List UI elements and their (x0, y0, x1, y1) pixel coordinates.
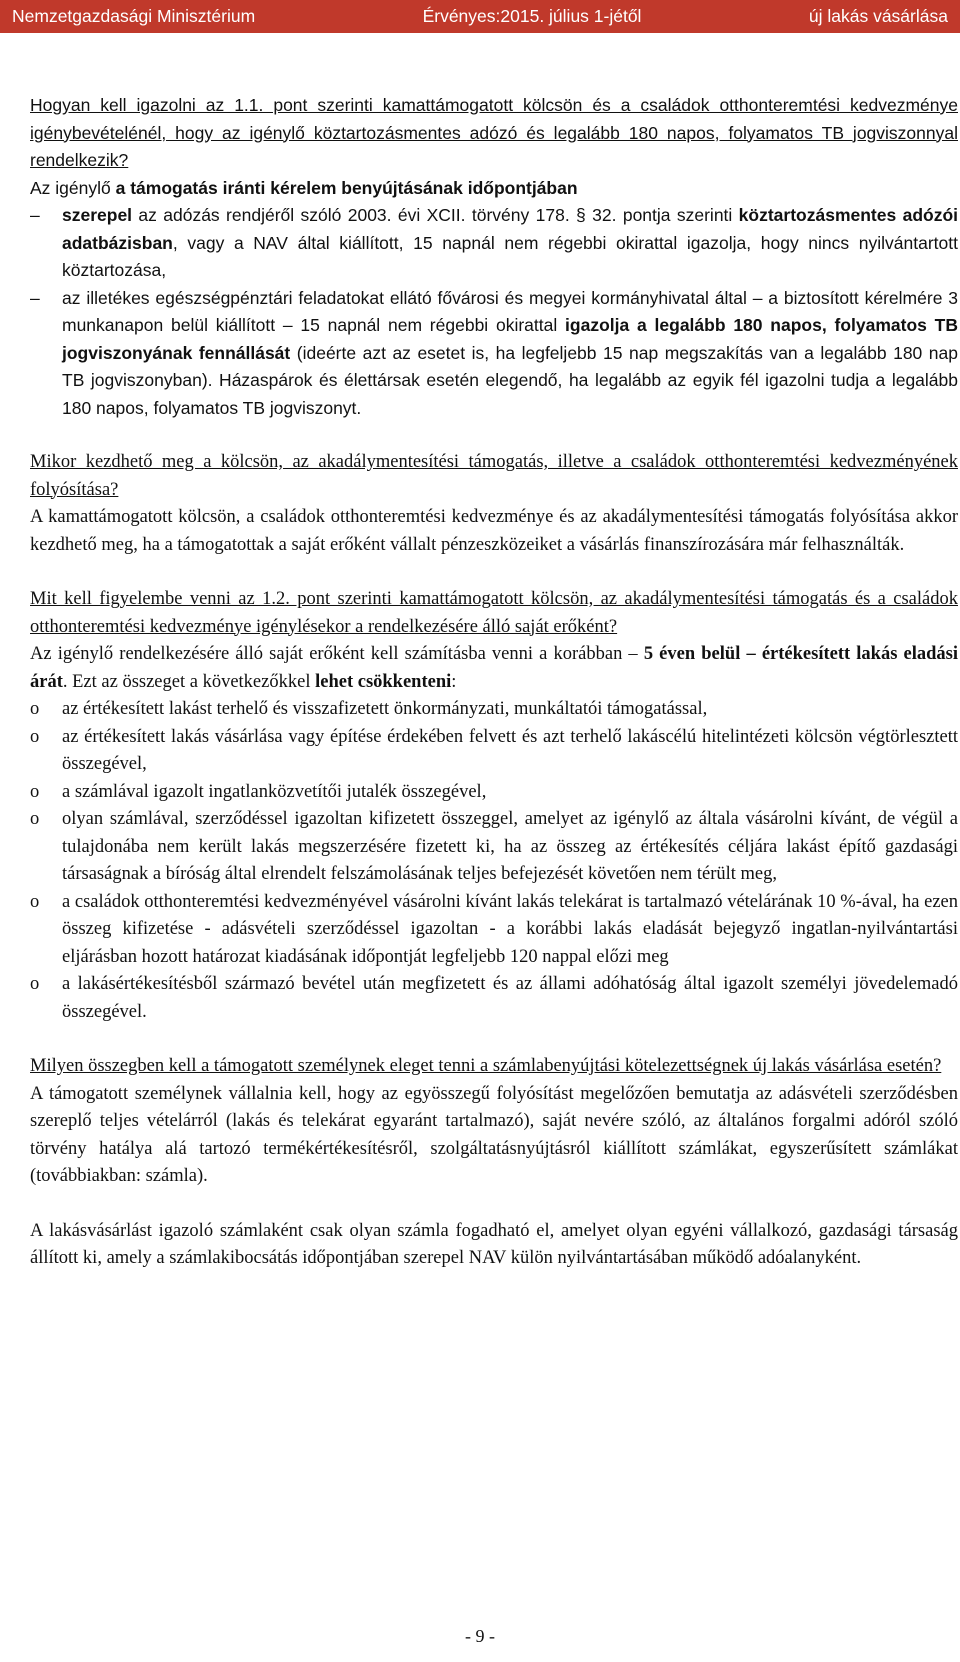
list-item (30, 806, 958, 889)
s1-b1-bold-a: szerepel (62, 205, 133, 225)
s3-intro-a: Az igénylő rendelkezésére álló saját erőként kell számításba venni a korábban – (30, 644, 644, 664)
list-item-text: a lakásértékesítésből származó bevétel után megfizetett és az állami adóhatóság által igazolt személyi jövedelemadó összegével. (62, 974, 958, 1022)
answer-2: A kamattámogatott kölcsön, a családok otthonteremtési kedvezménye és az akadálymentesítési támogatás folyósítása akkor kezdhető meg, ha a támogatottak a saját erőként vállalt pénzeszközeiket a vásárlás finanszírozására már felhasználták. (30, 507, 958, 555)
s1-b1-text-d: , vagy a NAV által kiállított, 15 napnál nem régebbi okirattal igazolja, hogy nincs nyilvántartott köztartozása, (62, 232, 958, 280)
page-number: - 9 - (465, 1626, 495, 1646)
s1-bullet-2-text (62, 285, 958, 423)
s3-intro-bold-b: 5 éven belül – értékesített lakás eladási árát (30, 644, 958, 692)
answer-4-paragraph-1: A támogatott személynek vállalnia kell, hogy az egyösszegű folyósítást megelőzően bemutatja az adásvételi szerződésben szereplő teljes vételárról (lakás és telekárat egyaránt tartalmazó), saját nevére szóló, az általános forgalmi adóról szóló törvény hatálya alá tartozó termékértékesítésről, szolgáltatásnyújtásról kiállított számlákat, egyszerűsített számlákat (továbbiakban: számla). (30, 1083, 958, 1186)
list-item (30, 889, 958, 972)
s1-intro-bold: a támogatás iránti kérelem benyújtásának időpontjában (115, 177, 578, 198)
circle-bullet-icon: o (30, 891, 40, 912)
question-4: Milyen összegben kell a támogatott személynek eleget tenni a számlabenyújtási kötelezettségnek új lakás vásárlása esetén? (30, 1056, 942, 1076)
s1-bullet-1 (30, 202, 958, 285)
circle-bullet-icon: o (30, 781, 40, 802)
question-3: Mit kell figyelembe venni az 1.2. pont szerinti kamattámogatott kölcsön, az akadálymentesítési támogatás és a családok otthonteremtési kedvezménye igénylésekor a rendelkezésére álló saját erőként? (30, 589, 958, 637)
s3-intro-e: : (451, 671, 457, 692)
circle-bullet-icon: o (30, 699, 40, 719)
circle-bullet-icon: o (30, 809, 40, 829)
s1-intro (30, 175, 958, 203)
dash-marker: – (30, 205, 40, 225)
dash-marker: – (30, 287, 40, 308)
s1-b2-text-c: (ideérte azt az esetet is, ha legfeljebb 15 nap megszakítás van a legalább 180 nap TB jogviszonyban). Házaspárok és élettársak esetén elegendő, ha legalább az egyik fél igazolni tudja a legalább 180 napos, folyamatos TB jogviszonyt. (62, 342, 958, 418)
s3-intro-bold-d: lehet csökkenteni (315, 671, 452, 692)
document-header (0, 0, 960, 33)
list-item-text: olyan számlával, szerződéssel igazoltan kifizetett összeggel, amelyet az igénylő az általa vásárolni kívánt, de végül a tulajdonába nem került lakás megszerzésére fizetett ki, ha az összeg az értékesítés céljára lakást építő gazdasági társaságnak a bíróság által elrendelt felszámolásának teljes befejezését követően nem térült meg, (62, 809, 958, 884)
list-item (30, 971, 958, 1026)
question-2: Mikor kezdhető meg a kölcsön, az akadálymentesítési támogatás, illetve a családok otthonteremtési kedvezményének folyósítása? (30, 452, 958, 500)
circle-bullet-icon: o (30, 974, 40, 994)
list-item (30, 724, 958, 779)
circle-bullet-icon: o (30, 726, 40, 747)
s1-b1-text-b: az adózás rendjéről szóló 2003. évi XCII. törvény 178. § 32. pontja szerinti (132, 205, 739, 225)
list-item (30, 779, 958, 807)
s3-intro (30, 641, 958, 696)
list-item-text: az értékesített lakást terhelő és visszafizetett önkormányzati, munkáltatói támogatással, (62, 699, 708, 719)
question-1: Hogyan kell igazolni az 1.1. pont szerinti kamattámogatott kölcsön és a családok otthonteremtési kedvezménye igénybevételénél, hogy az igénylő köztartozásmentes adózó és legalább 180 napos, folyamatos TB jogviszonnyal rendelkezik? (30, 95, 958, 170)
list-item-text: a családok otthonteremtési kedvezményével vásárolni kívánt lakás telekárat is tartalmazó vételárának 10 %-ával, ha ezen összeg kifizetése - adásvételi szerződéssel igazoltan - a korábbi lakás eladását bejegyző ingatlan-nyilvántartási eljárásban hozott határozat kiadásának időpontját legfeljebb 120 nappal előzi meg (62, 891, 958, 967)
document-body (30, 92, 958, 1273)
s1-b2-text-a: az illetékes egészségpénztári feladatokat ellátó fővárosi és megyei kormányhivatal által – a biztosított kérelmére 3 munkanapon belül kiállított – 15 napnál nem régebbi okirattal (62, 287, 958, 335)
s1-b2-bold-b: igazolja a legalább 180 napos, folyamatos TB jogviszonyának fennállását (62, 315, 958, 363)
list-item (30, 696, 958, 724)
s3-intro-c: . Ezt az összeget a következőkkel (62, 671, 316, 692)
s1-bullet-2 (30, 285, 958, 423)
header-ministry: Nemzetgazdasági Minisztérium (12, 6, 256, 26)
s1-bullet-1-text (62, 202, 958, 285)
answer-4-paragraph-2: A lakásvásárlást igazoló számlaként csak olyan számla fogadható el, amelyet olyan egyéni vállalkozó, gazdasági társaság állított ki, amely a számlakibocsátás időpontjában szerepel NAV külön nyilvántartásában működő adóalanyként. (30, 1220, 958, 1268)
header-validity: Érvényes:2015. július 1-jétől (422, 6, 642, 26)
list-item-text: a számlával igazolt ingatlanközvetítői jutalék összegével, (62, 781, 487, 802)
header-topic: új lakás vásárlása (808, 6, 948, 26)
s1-b1-bold-c: köztartozásmentes adózói adatbázisban (62, 205, 959, 253)
list-item-text: az értékesített lakás vásárlása vagy építése érdekében felvett és azt terhelő lakáscélú hitelintézeti kölcsön végtörlesztett összegével, (62, 726, 958, 774)
s1-intro-text: Az igénylő (30, 177, 116, 198)
